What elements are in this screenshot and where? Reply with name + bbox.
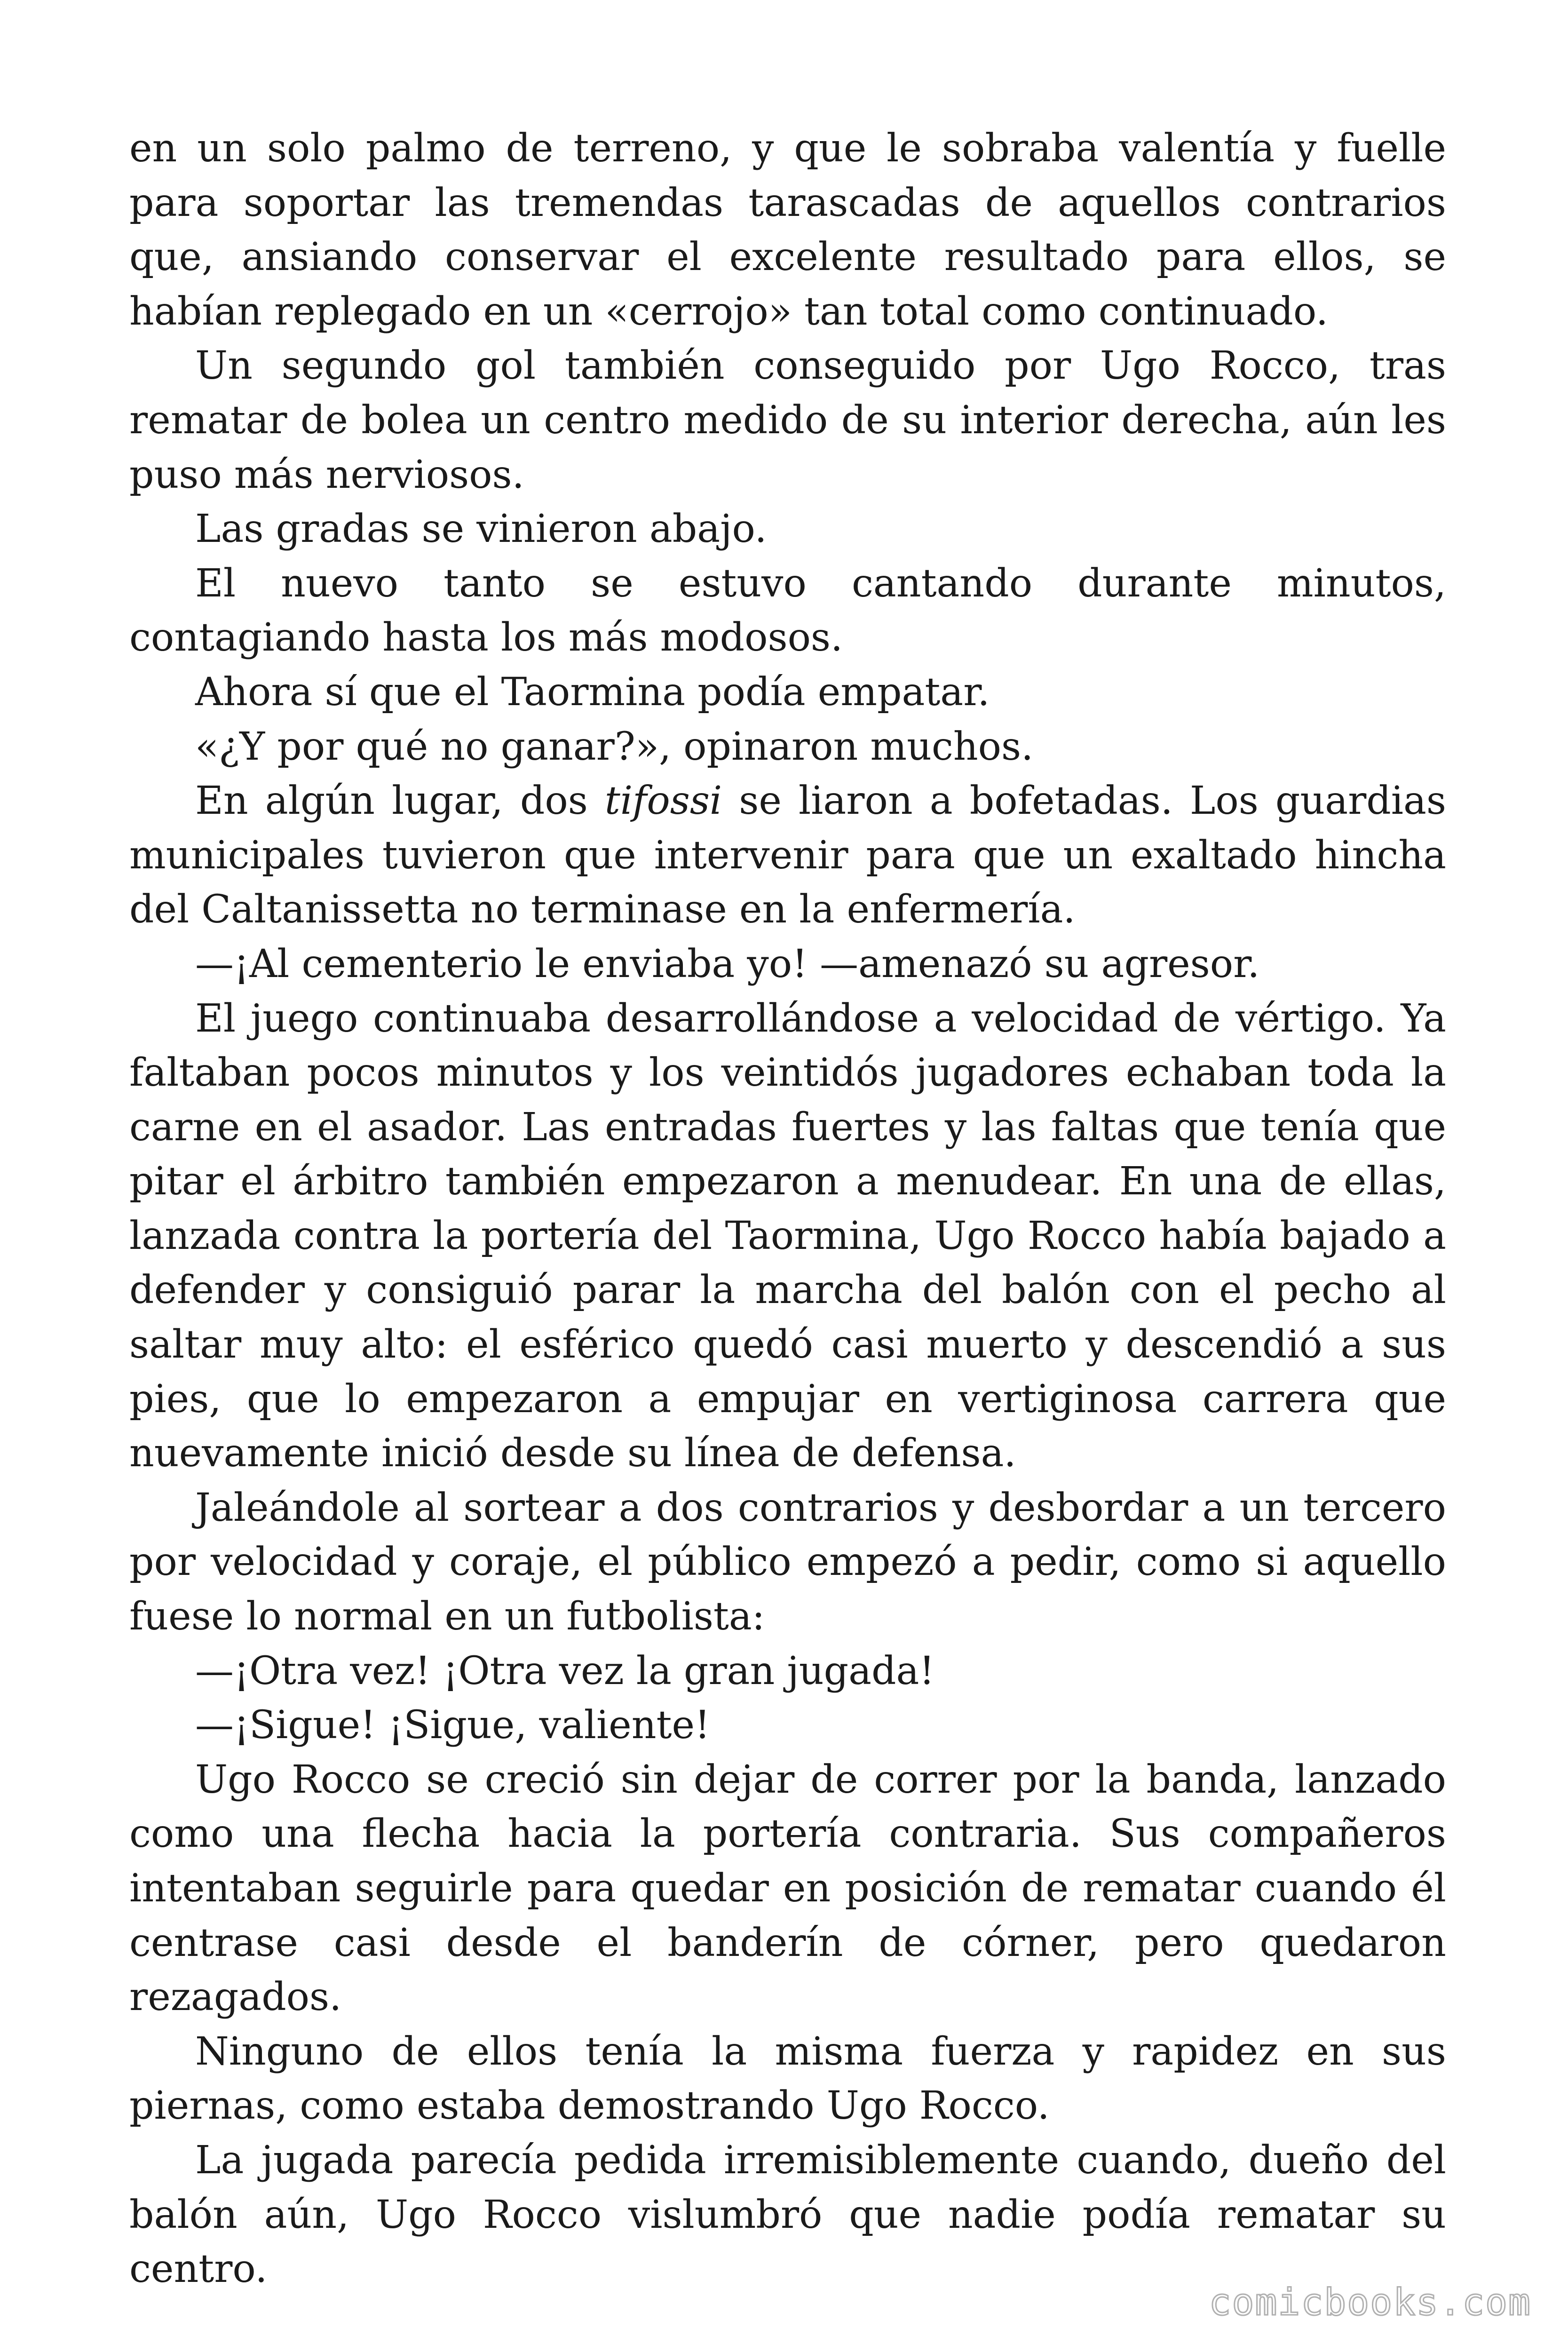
paragraph-15: La jugada parecía pedida irremisiblemente cuando, dueño del balón aún, Ugo Rocco vislumbró que nadie podía rematar su centro. <box>129 2137 1446 2292</box>
italic-word: tifossi <box>604 779 722 824</box>
paragraph-1: en un solo palmo de terreno, y que le sobraba valentía y fuelle para soportar las tremendas tarascadas de aquellos contrarios que, ansiando conservar el excelente resultado para ellos, se habían replegado en un «cerrojo» tan total como continuado. <box>129 126 1446 334</box>
paragraph-12: —¡Sigue! ¡Sigue, valiente! <box>195 1703 710 1748</box>
paragraph-9: El juego continuaba desarrollándose a velocidad de vértigo. Ya faltaban pocos minutos y los veintidós jugadores echaban toda la carne en el asador. Las entradas fuertes y las faltas que tenía que pitar el árbitro también empezaron a menudear. En una de ellas, lanzada contra la portería del Taormina, Ugo Rocco había bajado a defender y consiguió parar la marcha del balón con el pecho al saltar muy alto: el esférico quedó casi muerto y descendió a sus pies, que lo empezaron a empujar en vertiginosa carrera que nuevamente inició desde su línea de defensa. <box>129 996 1446 1476</box>
paragraph-5: Ahora sí que el Taormina podía empatar. <box>195 669 990 715</box>
paragraph-7: En algún lugar, dos tifossi se liaron a bofetadas. Los guardias municipales tuvieron que intervenir para que un exaltado hincha del Caltanissetta no terminase en la enfermería. <box>129 779 1446 932</box>
paragraph-3: Las gradas se vinieron abajo. <box>195 507 767 552</box>
paragraph-11: —¡Otra vez! ¡Otra vez la gran jugada! <box>195 1648 935 1693</box>
paragraph-10: Jaleándole al sortear a dos contrarios y desbordar a un tercero por velocidad y coraje, el público empezó a pedir, como si aquello fuese lo normal en un futbolista: <box>129 1485 1446 1639</box>
paragraph-8: —¡Al cementerio le enviaba yo! —amenazó su agresor. <box>195 941 1260 986</box>
paragraph-6: «¿Y por qué no ganar?», opinaron muchos. <box>195 724 1034 769</box>
paragraph-2: Un segundo gol también conseguido por Ugo Rocco, tras rematar de bolea un centro medido de su interior derecha, aún les puso más nerviosos. <box>129 343 1446 497</box>
body-text <box>129 121 1446 2296</box>
paragraph-14: Ninguno de ellos tenía la misma fuerza y rapidez en sus piernas, como estaba demostrando Ugo Rocco. <box>129 2029 1446 2129</box>
watermark-logo: comicbooks.com <box>1209 2281 1531 2324</box>
paragraph-13: Ugo Rocco se creció sin dejar de correr por la banda, lanzado como una flecha hacia la portería contraria. Sus compañeros intentaban seguirle para quedar en posición de rematar cuando él centrase casi desde el banderín de córner, pero quedaron rezagados. <box>129 1757 1446 2020</box>
paragraph-4: El nuevo tanto se estuvo cantando durante minutos, contagiando hasta los más modosos. <box>129 561 1446 660</box>
